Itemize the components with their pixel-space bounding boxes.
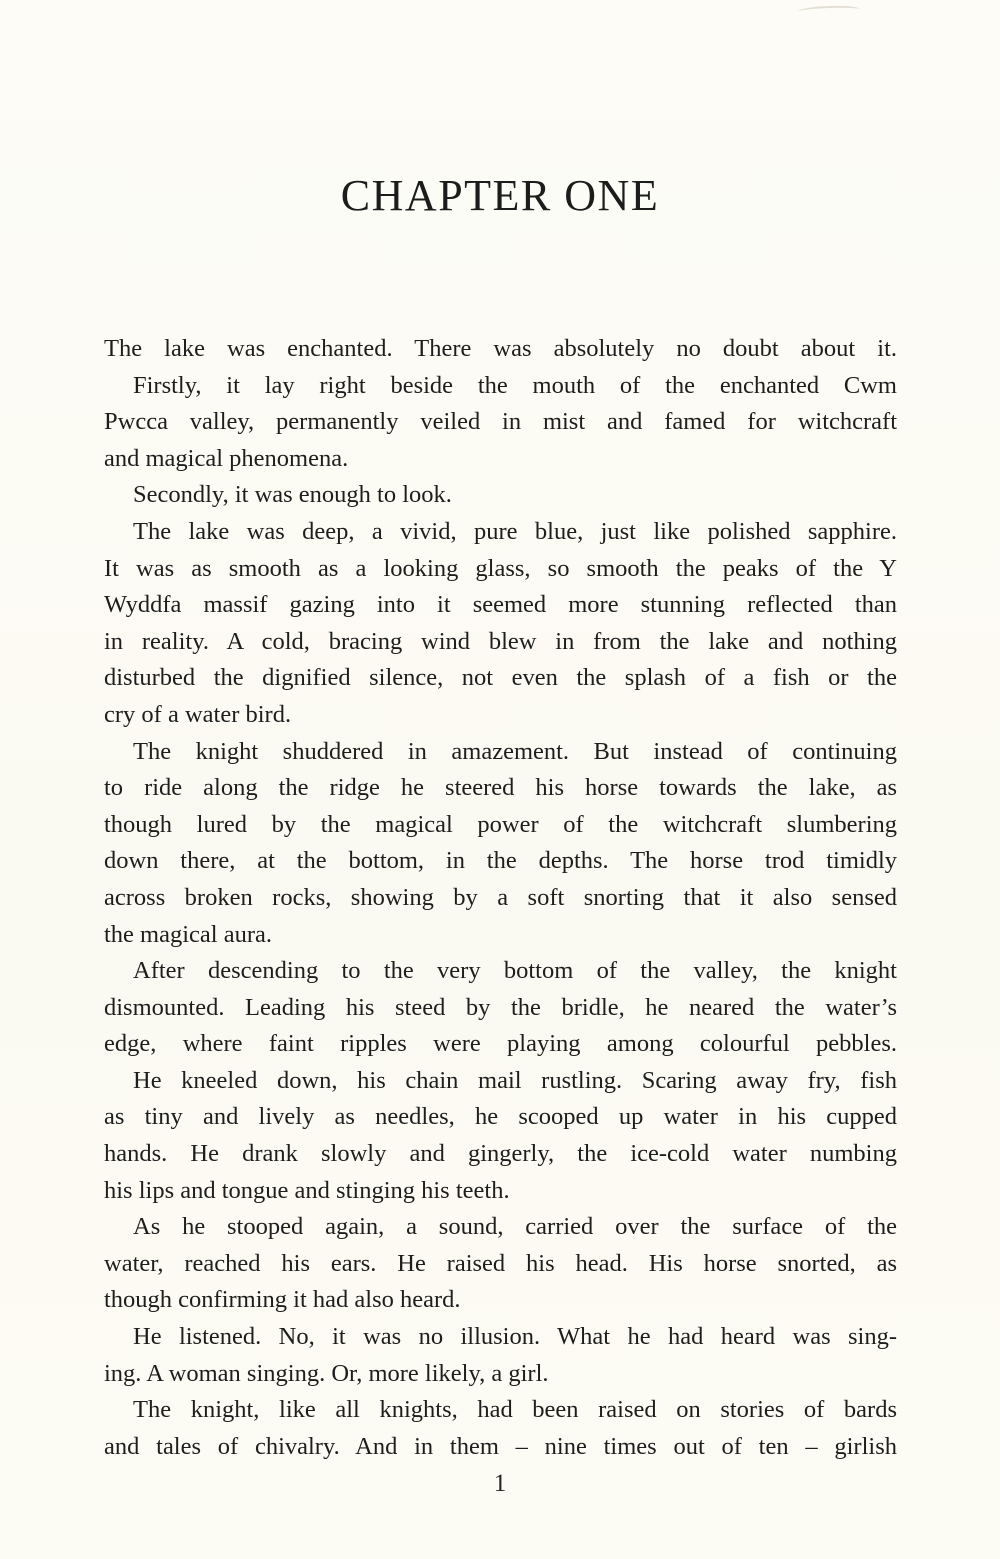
text-line: his lips and tongue and stinging his teeth.: [104, 1176, 510, 1204]
text-line: the magical aura.: [104, 920, 273, 948]
paragraph: [104, 953, 897, 1063]
text-line: edge, where faint ripples were playing among colourful pebbles.: [104, 1030, 897, 1058]
paragraph: [104, 477, 897, 514]
text-line: Wyddfa massif gazing into it seemed more stunning reflected than: [104, 591, 897, 619]
text-line: down there, at the bottom, in the depths. The horse trod timidly: [104, 847, 897, 875]
text-line: though lured by the magical power of the witchcraft slumbering: [104, 810, 897, 838]
chapter-title: CHAPTER ONE: [340, 171, 660, 220]
text-line: The lake was enchanted. There was absolutely no doubt about it.: [104, 335, 897, 362]
text-line: ing. A woman singing. Or, more likely, a girl.: [104, 1359, 549, 1387]
text-line: and magical phenomena.: [104, 444, 349, 472]
text-line: He kneeled down, his chain mail rustling. Scaring away fry, fish: [133, 1066, 897, 1094]
text-line: disturbed the dignified silence, not even the splash of a fish or the: [104, 664, 897, 692]
text-line: to ride along the ridge he steered his horse towards the lake, as: [104, 774, 897, 802]
text-line: Secondly, it was enough to look.: [133, 481, 452, 509]
paragraph: [104, 331, 897, 368]
text-line: as tiny and lively as needles, he scooped up water in his cupped: [104, 1103, 897, 1131]
text-line: water, reached his ears. He raised his head. His horse snorted, as: [104, 1249, 897, 1277]
text-line: It was as smooth as a looking glass, so smooth the peaks of the Y: [104, 554, 897, 582]
scan-artifact-mark: [798, 5, 860, 16]
text-line: He listened. No, it was no illusion. What he had heard was sing-: [133, 1323, 897, 1351]
body-text: [104, 331, 897, 1465]
paragraph: [104, 1209, 897, 1319]
paragraph: [104, 368, 897, 478]
text-line: though confirming it had also heard.: [104, 1286, 461, 1314]
text-line: Firstly, it lay right beside the mouth of the enchanted Cwm: [133, 371, 897, 399]
text-line: Pwcca valley, permanently veiled in mist and famed for witchcraft: [104, 408, 897, 436]
text-line: cry of a water bird.: [104, 700, 292, 728]
text-line: and tales of chivalry. And in them – nine times out of ten – girlish: [104, 1432, 897, 1460]
paragraph: [104, 1392, 897, 1465]
text-line: The knight shuddered in amazement. But instead of continuing: [133, 737, 897, 765]
text-line: across broken rocks, showing by a soft snorting that it also sensed: [104, 883, 897, 911]
text-line: The lake was deep, a vivid, pure blue, just like polished sapphire.: [133, 517, 897, 545]
paragraph: [104, 1063, 897, 1209]
text-line: As he stooped again, a sound, carried over the surface of the: [133, 1213, 897, 1241]
paragraph: [104, 734, 897, 954]
text-line: The knight, like all knights, had been raised on stories of bards: [133, 1396, 897, 1424]
paragraph: [104, 1319, 897, 1392]
text-line: in reality. A cold, bracing wind blew in from the lake and nothing: [104, 627, 897, 655]
text-line: After descending to the very bottom of the valley, the knight: [133, 957, 897, 985]
text-line: hands. He drank slowly and gingerly, the ice-cold water numbing: [104, 1140, 897, 1168]
text-line: dismounted. Leading his steed by the bridle, he neared the water’s: [104, 993, 897, 1021]
paragraph: [104, 514, 897, 734]
page-number: 1: [493, 1470, 507, 1497]
